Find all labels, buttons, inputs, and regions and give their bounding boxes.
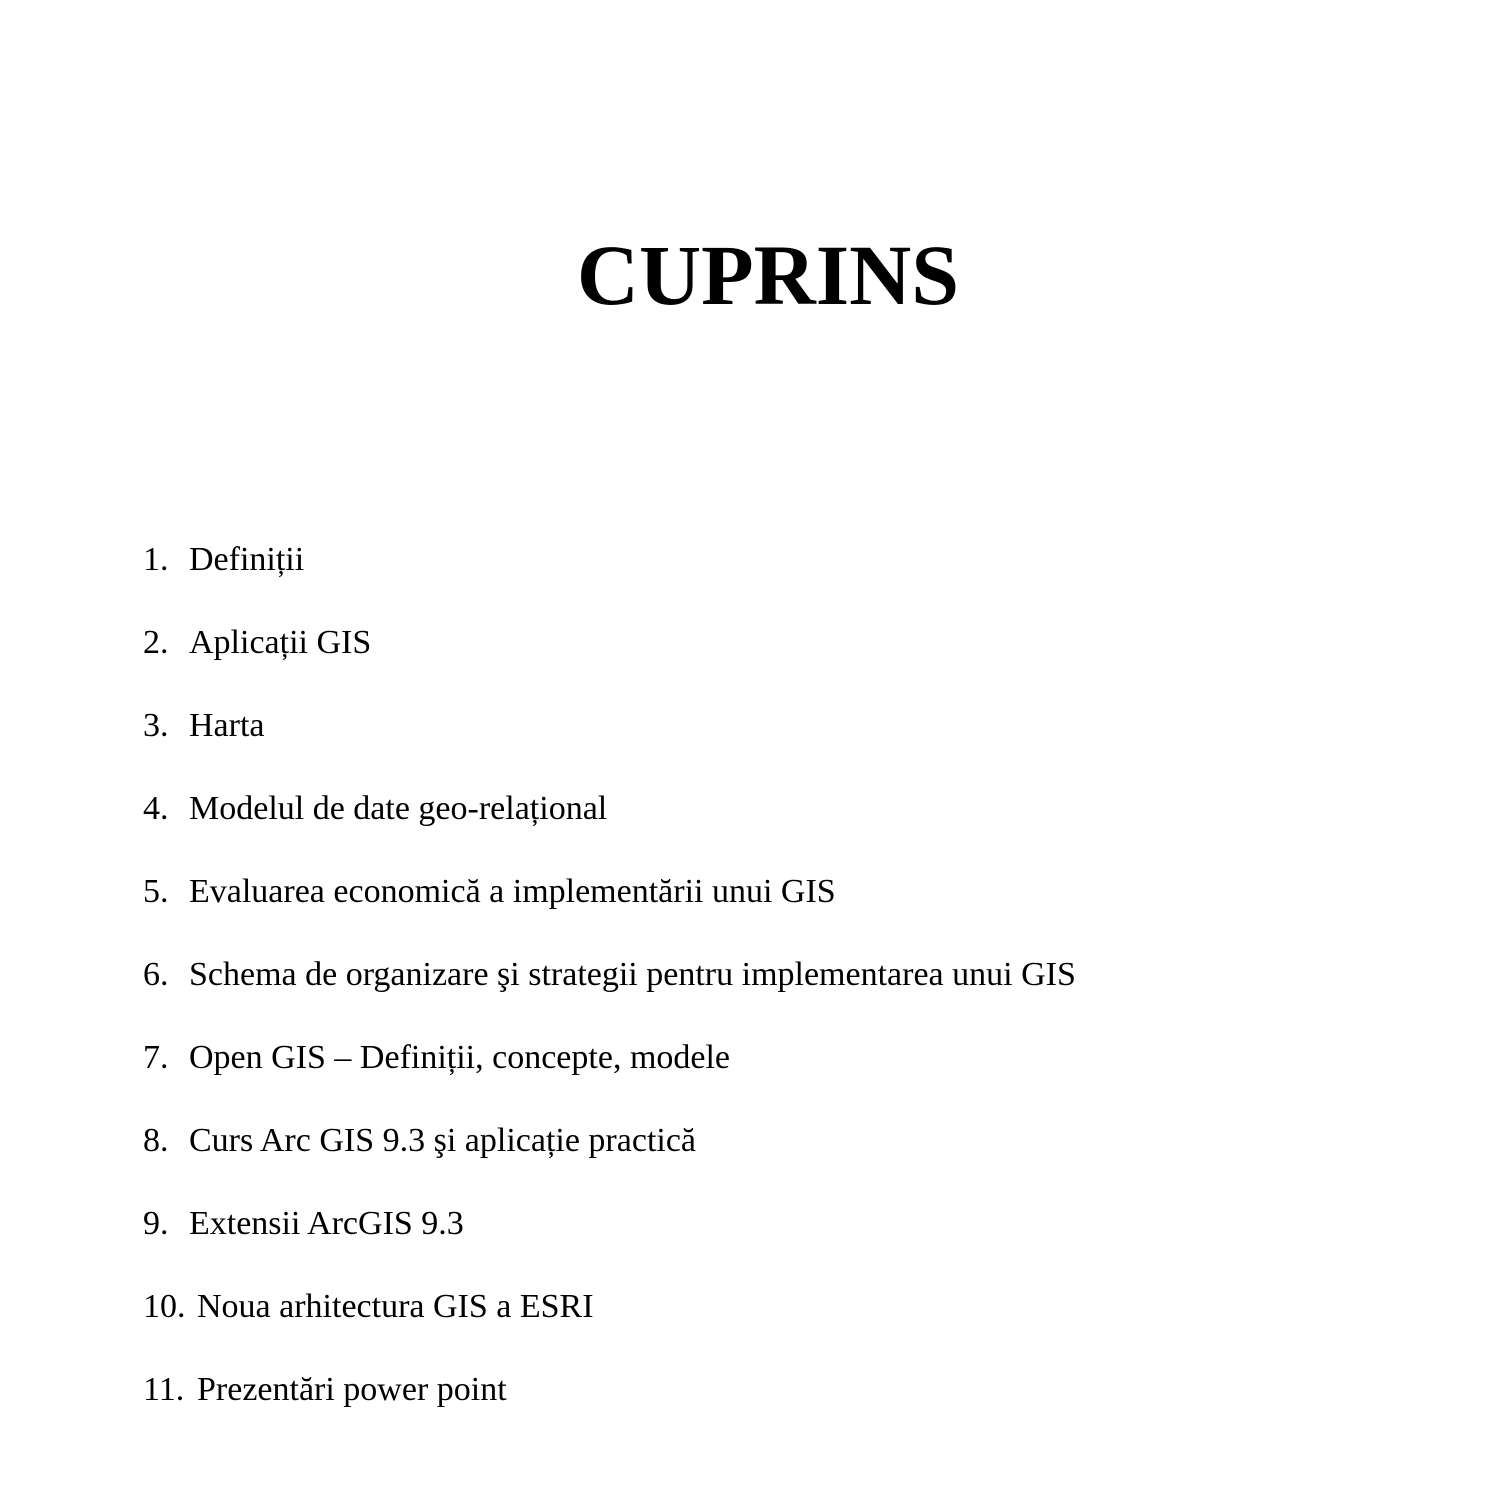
toc-item-9 [143,1202,1443,1285]
toc-item-2 [143,621,1443,704]
toc-item-number: 3. [143,707,169,744]
toc-item-text: Extensii ArcGIS 9.3 [189,1205,464,1242]
toc-item-text: Noua arhitectura GIS a ESRI [197,1288,594,1325]
table-of-contents [143,538,1443,1451]
toc-item-text: Evaluarea economică a implementării unui GIS [189,873,836,910]
toc-item-7 [143,1036,1443,1119]
toc-item-number: 5. [143,873,169,910]
toc-item-6 [143,953,1443,1036]
toc-item-text: Open GIS – Definiții, concepte, modele [189,1039,731,1076]
toc-item-number: 11. [143,1371,185,1408]
toc-item-10 [143,1285,1443,1368]
toc-item-5 [143,870,1443,953]
toc-item-8 [143,1119,1443,1202]
toc-item-number: 9. [143,1205,169,1242]
toc-item-11 [143,1368,1443,1451]
toc-item-4 [143,787,1443,870]
toc-item-number: 1. [143,541,169,578]
toc-item-text: Aplicații GIS [189,624,372,661]
toc-item-number: 7. [143,1039,169,1076]
toc-item-text: Curs Arc GIS 9.3 şi aplicație practică [189,1122,697,1159]
toc-item-number: 2. [143,624,169,661]
toc-item-text: Schema de organizare şi strategii pentru implementarea unui GIS [189,956,1076,993]
toc-item-text: Modelul de date geo-relațional [189,790,608,827]
toc-item-number: 6. [143,956,169,993]
toc-item-1 [143,538,1443,621]
toc-item-text: Definiții [189,541,305,578]
toc-item-number: 8. [143,1122,169,1159]
page-title: CUPRINS [576,227,960,323]
toc-item-3 [143,704,1443,787]
toc-item-text: Prezentări power point [197,1371,507,1408]
toc-item-text: Harta [189,707,265,744]
toc-item-number: 10. [143,1288,186,1325]
toc-item-number: 4. [143,790,169,827]
